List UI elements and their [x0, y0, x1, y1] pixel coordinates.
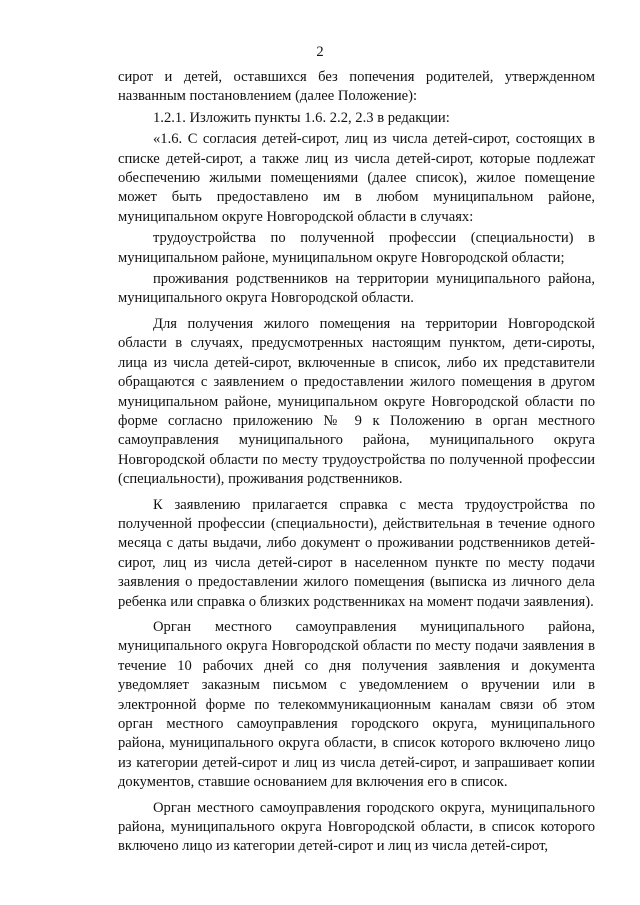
paragraph-notification: Орган местного самоуправления муниципального района, муниципального округа Новгородской области по месту подачи заявления в течение 10 рабочих дней со дня получения заявления и документа уведомляет заказным письмом с уведомлением о вручении или в электронной форме по телекоммуникационным каналам связи об этом орган местного самоуправления городского округа, муниципального района, муниципального округа области, в список которого включено лицо из категории детей-сирот и лиц из числа детей-сирот, и запрашивает копии документов, ставшие основанием для включения его в список. — [118, 618, 595, 791]
paragraph-local-authority: Орган местного самоуправления городского округа, муниципального района, муниципального округа Новгородской области, в список которого включено лицо из категории детей-сирот и лиц из числа детей-сирот, — [118, 799, 595, 855]
paragraph-continuation: сирот и детей, оставшихся без попечения родителей, утвержденном названным постановлением (далее Положение): — [118, 69, 595, 105]
paragraph-clause-1-6: «1.6. С согласия детей-сирот, лиц из числа детей-сирот, состоящих в списке детей-сирот, а также лиц из числа детей-сирот, которые подлежат обеспечению жилыми помещениями (далее список), жилое помещение может быть предоставлено им в любом муниципальном районе, муниципальном округе Новгородской области в случаях: — [118, 131, 595, 225]
paragraph-case-employment: трудоустройства по полученной профессии (специальности) в муниципальном районе, муниципальном округе Новгородской области; — [118, 230, 595, 266]
document-body — [118, 68, 595, 859]
paragraph-attachments: К заявлению прилагается справка с места трудоустройства по полученной профессии (специальности), действительная в течение одного месяца с даты выдачи, либо документ о проживании родственников детей-сирот, лиц из числа детей-сирот в населенном пункте по месту подачи заявления о предоставлении жилого помещения (выписка из личного дела ребенка или справка о близких родственниках на момент подачи заявления). — [118, 496, 595, 610]
paragraph-application-procedure: Для получения жилого помещения на территории Новгородской области в случаях, предусмотренных настоящим пунктом, дети-сироты, лица из числа детей-сирот, включенные в список, либо их представители обращаются с заявлением о предоставлении жилого помещения в другом муниципальном районе, муниципальном округе Новгородской области по форме согласно приложению № 9 к Положению в орган местного самоуправления муниципального района, муниципального округа Новгородской области по месту трудоустройства по полученной профессии (специальности), проживания родственников. — [118, 315, 595, 488]
paragraph-clause-1-2-1: 1.2.1. Изложить пункты 1.6. 2.2, 2.3 в редакции: — [153, 109, 450, 126]
page-number: 2 — [316, 44, 324, 60]
paragraph-case-relatives: проживания родственников на территории муниципального района, муниципального округа Новгородской области. — [118, 271, 595, 307]
